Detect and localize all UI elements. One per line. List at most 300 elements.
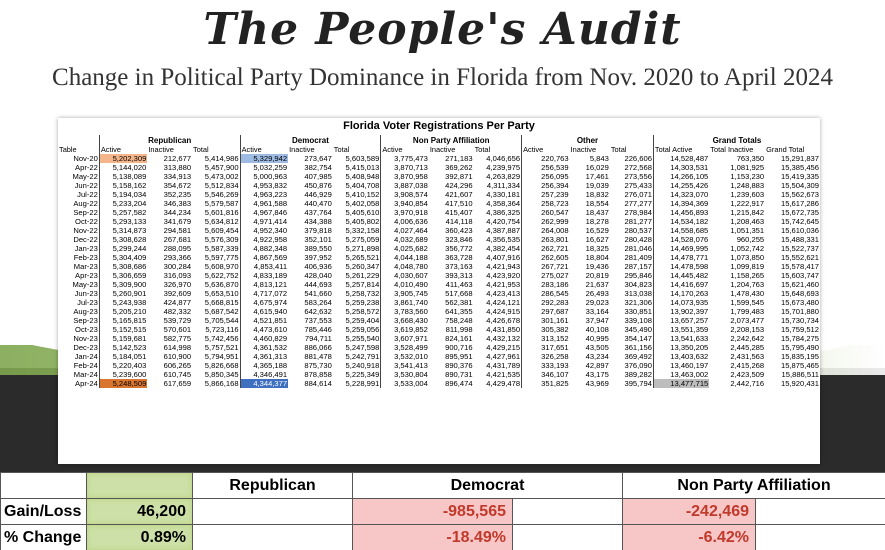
- table-cell: 4,027,464: [381, 226, 429, 235]
- table-cell: 5,259,056: [345, 325, 380, 334]
- table-cell: 14,323,070: [653, 190, 709, 199]
- table-cell: 18,278: [585, 217, 609, 226]
- table-cell: 3,528,499: [381, 343, 429, 352]
- table-cell: 5,850,345: [204, 370, 239, 379]
- table-cell: 277,277: [624, 199, 652, 208]
- table-cell: 263,801: [522, 235, 570, 244]
- table-row: [58, 208, 820, 217]
- table-cell: 4,407,916: [486, 253, 521, 262]
- table-cell: 5,723,116: [205, 325, 239, 334]
- group-header: Republican: [99, 135, 240, 145]
- summary-spacer: [193, 525, 353, 550]
- table-cell: 4,346,491: [240, 370, 288, 379]
- table-cell: 5,308,628: [99, 235, 147, 244]
- table-row: [58, 298, 820, 307]
- table-cell: 5,402,058: [345, 199, 380, 208]
- table-cell: 18,437: [585, 208, 609, 217]
- table-cell: 4,361,532: [240, 343, 288, 352]
- table-cell: 4,521,851: [240, 316, 288, 325]
- table-cell: 5,608,970: [204, 262, 239, 271]
- table-cell: 437,764: [304, 208, 332, 217]
- summary-header-npa: Non Party Affiliation: [623, 473, 885, 499]
- table-cell: 890,731: [445, 370, 473, 379]
- table-cell: 33,164: [585, 307, 609, 316]
- table-cell: 305,382: [522, 325, 570, 334]
- table-cell: 18,325: [585, 244, 609, 253]
- table-row: [58, 244, 820, 253]
- table-cell: 352,235: [163, 190, 192, 199]
- table-cell: 292,283: [522, 298, 570, 307]
- table-cell: 286,545: [522, 289, 570, 298]
- table-cell: 14,478,598: [653, 262, 709, 271]
- table-cell: 14,558,685: [653, 226, 709, 235]
- table-cell: 3,619,852: [381, 325, 429, 334]
- table-cell: 960,255: [736, 235, 765, 244]
- table-row: [58, 163, 820, 172]
- table-cell: 395,794: [624, 379, 652, 388]
- table-cell: 5,225,349: [345, 370, 380, 379]
- table-cell: 5,299,244: [99, 244, 147, 253]
- table-cell: 363,728: [445, 253, 473, 262]
- table-cell: 14,394,369: [653, 199, 709, 208]
- table-cell: 262,605: [522, 253, 570, 262]
- table-cell: 313,038: [624, 289, 652, 298]
- table-cell: 5,414,986: [204, 154, 239, 163]
- table-cell: 5,260,347: [345, 262, 380, 271]
- table-cell: 2,431,563: [730, 352, 765, 361]
- summary-gain-loss-row: [1, 499, 885, 525]
- column-header: Active: [99, 145, 147, 154]
- table-cell: 5,512,834: [204, 181, 239, 190]
- table-cell: 428,040: [304, 271, 332, 280]
- summary-corner: [1, 473, 87, 499]
- table-cell: 14,528,076: [653, 235, 709, 244]
- table-row: [58, 316, 820, 325]
- table-cell: 881,478: [304, 352, 332, 361]
- table-cell: 15,835,195: [780, 352, 819, 361]
- table-cell: 267,721: [522, 262, 570, 271]
- table-cell: 4,048,780: [381, 262, 429, 271]
- table-cell: 4,431,789: [486, 361, 521, 370]
- table-cell: 5,142,523: [99, 343, 147, 352]
- table-cell: 4,424,915: [486, 307, 521, 316]
- table-cell: 361,156: [624, 343, 652, 352]
- table-cell: 641,355: [445, 307, 473, 316]
- row-month: Apr-24: [75, 379, 98, 388]
- table-cell: 356,772: [445, 244, 473, 253]
- table-cell: 3,861,740: [381, 298, 429, 307]
- table-row: [58, 343, 820, 352]
- row-month: Nov-22: [73, 226, 98, 235]
- table-cell: 323,846: [445, 235, 473, 244]
- table-cell: 5,194,034: [99, 190, 147, 199]
- table-cell: 5,329,942: [240, 154, 288, 163]
- summary-header-democrat: Democrat: [353, 473, 623, 499]
- table-cell: 15,522,737: [780, 244, 819, 253]
- table-cell: 4,356,535: [486, 235, 521, 244]
- table-row: [58, 217, 820, 226]
- table-cell: 5,457,900: [204, 163, 239, 172]
- row-month: Jul-23: [77, 298, 98, 307]
- summary-spacer: [513, 525, 623, 550]
- table-cell: 5,404,708: [345, 181, 380, 190]
- table-cell: 294,581: [163, 226, 192, 235]
- row-month: Dec-23: [73, 343, 98, 352]
- table-cell: 313,880: [163, 163, 192, 172]
- row-month: Mar-23: [73, 262, 98, 271]
- table-cell: 1,158,265: [730, 271, 765, 280]
- table-cell: 539,729: [163, 316, 192, 325]
- table-cell: 15,552,621: [780, 253, 819, 262]
- table-cell: 895,951: [445, 352, 473, 361]
- table-cell: 5,622,752: [204, 271, 239, 280]
- table-cell: 392,609: [163, 289, 192, 298]
- npa-pct-change: -6.42%: [623, 525, 756, 550]
- table-cell: 271,183: [445, 154, 473, 163]
- table-cell: 43,175: [585, 370, 609, 379]
- npa-gain-loss: -242,469: [623, 499, 756, 525]
- table-cell: 15,701,880: [780, 307, 819, 316]
- table-cell: 4,263,829: [486, 172, 521, 181]
- table-cell: 415,407: [445, 208, 473, 217]
- table-cell: 15,875,465: [780, 361, 819, 370]
- table-cell: 4,427,961: [486, 352, 521, 361]
- table-cell: 5,032,259: [240, 163, 288, 172]
- summary-header-republican: Republican: [193, 473, 353, 499]
- table-cell: 295,846: [624, 271, 652, 280]
- table-cell: 5,866,168: [204, 379, 239, 388]
- table-cell: 346,107: [522, 370, 570, 379]
- table-cell: 5,587,339: [204, 244, 239, 253]
- table-cell: 3,668,430: [381, 316, 429, 325]
- gain-loss-label: Gain/Loss: [1, 499, 87, 525]
- table-cell: 5,405,802: [345, 217, 380, 226]
- table-cell: 13,460,197: [653, 361, 709, 370]
- table-cell: 5,259,404: [345, 316, 380, 325]
- table-cell: 5,275,059: [345, 235, 380, 244]
- table-cell: 4,239,975: [486, 163, 521, 172]
- table-cell: 5,304,409: [99, 253, 147, 262]
- table-cell: 5,742,456: [204, 334, 239, 343]
- democrat-pct-change: -18.49%: [353, 525, 513, 550]
- table-cell: 339,108: [624, 316, 652, 325]
- table-cell: 1,239,603: [730, 190, 765, 199]
- table-cell: 4,853,411: [240, 262, 288, 271]
- table-cell: 20,819: [585, 271, 609, 280]
- table-cell: 4,032,689: [381, 235, 429, 244]
- table-cell: 297,687: [522, 307, 570, 316]
- table-cell: 5,473,002: [204, 172, 239, 181]
- table-cell: 5,260,901: [99, 289, 147, 298]
- table-cell: 19,436: [585, 262, 609, 271]
- table-cell: 541,660: [304, 289, 332, 298]
- table-cell: 5,636,870: [204, 280, 239, 289]
- table-cell: 4,421,943: [486, 262, 521, 271]
- table-cell: 13,463,002: [653, 370, 709, 379]
- table-cell: 5,261,229: [345, 271, 380, 280]
- table-cell: 5,165,815: [99, 316, 147, 325]
- table-cell: 4,967,846: [240, 208, 288, 217]
- table-cell: 15,673,480: [780, 298, 819, 307]
- table-cell: 4,386,325: [486, 208, 521, 217]
- table-cell: 763,350: [736, 154, 765, 163]
- table-cell: 444,693: [304, 280, 332, 289]
- table-cell: 354,672: [163, 181, 192, 190]
- table-cell: 382,754: [304, 163, 332, 172]
- table-cell: 14,528,487: [653, 154, 709, 163]
- table-cell: 281,046: [624, 244, 652, 253]
- table-cell: 389,550: [304, 244, 332, 253]
- table-cell: 4,431,850: [486, 325, 521, 334]
- table-label: Table: [59, 145, 77, 154]
- table-cell: 283,186: [522, 280, 570, 289]
- table-cell: 369,262: [445, 163, 473, 172]
- table-cell: 5,271,898: [345, 244, 380, 253]
- summary-header-row: [1, 473, 885, 499]
- table-cell: 1,204,763: [730, 280, 765, 289]
- table-cell: 16,029: [585, 163, 609, 172]
- table-cell: 737,553: [304, 316, 332, 325]
- table-cell: 1,599,545: [730, 298, 765, 307]
- table-cell: 258,723: [522, 199, 570, 208]
- table-cell: 5,248,509: [99, 379, 147, 388]
- summary-spacer: [756, 525, 885, 550]
- table-cell: 414,118: [445, 217, 473, 226]
- table-cell: 610,745: [163, 370, 192, 379]
- table-cell: 878,858: [304, 370, 332, 379]
- table-cell: 875,730: [304, 361, 332, 370]
- table-cell: 890,376: [445, 361, 473, 370]
- table-cell: 15,562,673: [780, 190, 819, 199]
- table-cell: 758,248: [445, 316, 473, 325]
- table-cell: 14,255,426: [653, 181, 709, 190]
- table-cell: 18,804: [585, 253, 609, 262]
- table-cell: 785,446: [304, 325, 332, 334]
- table-cell: 3,870,713: [381, 163, 429, 172]
- table-cell: 5,242,791: [345, 352, 380, 361]
- row-month: Dec-22: [73, 235, 98, 244]
- table-cell: 14,469,995: [653, 244, 709, 253]
- table-cell: 272,568: [624, 163, 652, 172]
- table-cell: 4,833,189: [240, 271, 288, 280]
- table-cell: 5,306,659: [99, 271, 147, 280]
- table-cell: 4,344,377: [240, 379, 288, 388]
- table-cell: 352,101: [304, 235, 332, 244]
- table-cell: 5,576,309: [204, 235, 239, 244]
- table-cell: 1,478,430: [730, 289, 765, 298]
- table-cell: 40,108: [585, 325, 609, 334]
- table-cell: 369,492: [624, 352, 652, 361]
- table-cell: 273,556: [624, 172, 652, 181]
- table-cell: 15,795,490: [780, 343, 819, 352]
- table-cell: 424,296: [445, 181, 473, 190]
- table-cell: 256,394: [522, 181, 570, 190]
- brand-title: The People's Audit: [203, 4, 682, 55]
- column-header: Inactive: [429, 145, 456, 154]
- table-cell: 5,240,918: [345, 361, 380, 370]
- table-cell: 5,314,873: [99, 226, 147, 235]
- table-row: [58, 379, 820, 388]
- table-row: [58, 361, 820, 370]
- table-cell: 2,073,477: [730, 316, 765, 325]
- table-cell: 450,876: [304, 181, 332, 190]
- summary-table: [0, 472, 885, 550]
- row-month: Jan-24: [74, 352, 98, 361]
- table-cell: 900,716: [445, 343, 473, 352]
- table-cell: 26,493: [585, 289, 609, 298]
- sheet-title: Florida Voter Registrations Per Party: [343, 120, 535, 132]
- table-cell: 4,460,829: [240, 334, 288, 343]
- table-row: [58, 289, 820, 298]
- table-cell: 15,419,335: [780, 172, 819, 181]
- table-cell: 4,426,678: [486, 316, 521, 325]
- table-cell: 3,775,473: [381, 154, 429, 163]
- table-cell: 5,152,515: [99, 325, 147, 334]
- table-cell: 4,615,940: [240, 307, 288, 316]
- row-month: Jun-23: [74, 289, 98, 298]
- table-cell: 5,308,686: [99, 262, 147, 271]
- table-row: [58, 154, 820, 163]
- table-cell: 316,093: [163, 271, 192, 280]
- table-cell: 15,742,645: [780, 217, 819, 226]
- table-cell: 5,258,732: [345, 289, 380, 298]
- table-cell: 5,668,815: [204, 298, 239, 307]
- table-cell: 1,215,842: [730, 208, 765, 217]
- table-cell: 260,547: [522, 208, 570, 217]
- table-cell: 397,952: [304, 253, 332, 262]
- group-header: Other: [522, 135, 654, 145]
- table-cell: 896,474: [445, 379, 473, 388]
- table-cell: 794,711: [304, 334, 332, 343]
- table-cell: 281,277: [624, 217, 652, 226]
- column-header: Total: [333, 145, 350, 154]
- table-cell: 5,257,582: [99, 208, 147, 217]
- table-cell: 5,826,668: [204, 361, 239, 370]
- table-cell: 4,044,188: [381, 253, 429, 262]
- table-cell: 14,303,531: [653, 163, 709, 172]
- table-cell: 3,541,413: [381, 361, 429, 370]
- table-cell: 5,408,948: [345, 172, 380, 181]
- row-month: May-23: [72, 280, 98, 289]
- table-cell: 5,794,951: [204, 352, 239, 361]
- row-month: Jan-23: [74, 244, 98, 253]
- table-cell: 379,818: [304, 226, 332, 235]
- table-cell: 15,759,512: [780, 325, 819, 334]
- table-cell: 43,234: [585, 352, 609, 361]
- table-cell: 1,208,463: [730, 217, 765, 226]
- table-cell: 256,539: [522, 163, 570, 172]
- table-cell: 606,265: [163, 361, 192, 370]
- table-cell: 389,282: [624, 370, 652, 379]
- table-cell: 13,477,715: [653, 379, 709, 388]
- table-cell: 886,066: [304, 343, 332, 352]
- table-cell: 4,030,607: [381, 271, 429, 280]
- table-cell: 13,551,359: [653, 325, 709, 334]
- row-month: Jul-22: [77, 190, 98, 199]
- table-cell: 1,153,230: [730, 172, 765, 181]
- row-month: Aug-23: [73, 307, 98, 316]
- table-cell: 4,421,535: [486, 370, 521, 379]
- table-cell: 13,657,257: [653, 316, 709, 325]
- registration-sheet: [58, 118, 820, 464]
- column-header: Inactive: [289, 145, 315, 154]
- table-cell: 15,621,460: [780, 280, 819, 289]
- row-month: Nov-23: [73, 334, 98, 343]
- table-cell: 5,257,814: [345, 280, 380, 289]
- table-cell: 4,046,656: [486, 154, 521, 163]
- table-cell: 4,424,121: [486, 298, 521, 307]
- table-cell: 4,311,334: [486, 181, 521, 190]
- table-cell: 3,533,004: [381, 379, 429, 388]
- table-cell: 4,963,223: [240, 190, 288, 199]
- table-cell: 15,886,511: [781, 370, 819, 379]
- table-cell: 4,365,188: [240, 361, 288, 370]
- row-month: Apr-23: [75, 271, 98, 280]
- table-cell: 275,433: [624, 181, 652, 190]
- table-row: [58, 334, 820, 343]
- table-cell: 4,952,340: [240, 226, 288, 235]
- table-cell: 5,653,510: [204, 289, 239, 298]
- table-row: [58, 172, 820, 181]
- row-month: Oct-23: [75, 325, 98, 334]
- table-cell: 1,081,925: [730, 163, 765, 172]
- table-cell: 267,681: [163, 235, 192, 244]
- table-cell: 15,291,837: [780, 154, 819, 163]
- table-cell: 13,902,397: [653, 307, 709, 316]
- column-header: Inactive: [570, 145, 597, 154]
- table-cell: 4,867,569: [240, 253, 288, 262]
- table-row: [58, 253, 820, 262]
- row-month: Mar-24: [73, 370, 98, 379]
- table-cell: 275,027: [522, 271, 570, 280]
- table-row: [58, 352, 820, 361]
- table-cell: 1,099,819: [730, 262, 765, 271]
- table-cell: 4,358,364: [486, 199, 521, 208]
- table-cell: 16,627: [585, 235, 609, 244]
- column-header: Total: [474, 145, 491, 154]
- table-cell: 5,405,610: [345, 208, 380, 217]
- table-cell: 5,258,572: [345, 307, 380, 316]
- table-cell: 15,784,275: [780, 334, 819, 343]
- table-cell: 884,614: [304, 379, 332, 388]
- table-cell: 281,409: [624, 253, 652, 262]
- summary-spacer: [513, 499, 623, 525]
- table-cell: 345,490: [624, 325, 652, 334]
- table-cell: 333,193: [522, 361, 570, 370]
- table-row: [58, 181, 820, 190]
- table-cell: 4,330,181: [486, 190, 521, 199]
- table-cell: 3,870,958: [381, 172, 429, 181]
- table-cell: 3,970,918: [381, 208, 429, 217]
- table-row: [58, 280, 820, 289]
- row-month: Feb-23: [73, 253, 98, 262]
- table-cell: 5,159,681: [99, 334, 147, 343]
- table-cell: 288,095: [163, 244, 192, 253]
- table-cell: 614,998: [163, 343, 192, 352]
- table-cell: 1,799,483: [730, 307, 765, 316]
- table-cell: 17,461: [585, 172, 609, 181]
- table-row: [58, 190, 820, 199]
- registration-table: [58, 135, 820, 388]
- table-cell: 1,248,883: [730, 181, 765, 190]
- table-cell: 424,877: [163, 298, 192, 307]
- table-cell: 14,478,771: [653, 253, 709, 262]
- table-cell: 5,243,938: [99, 298, 147, 307]
- row-month: Apr-22: [75, 163, 98, 172]
- table-cell: 3,532,010: [381, 352, 429, 361]
- column-header: Active: [240, 145, 288, 154]
- table-cell: 13,350,205: [653, 343, 709, 352]
